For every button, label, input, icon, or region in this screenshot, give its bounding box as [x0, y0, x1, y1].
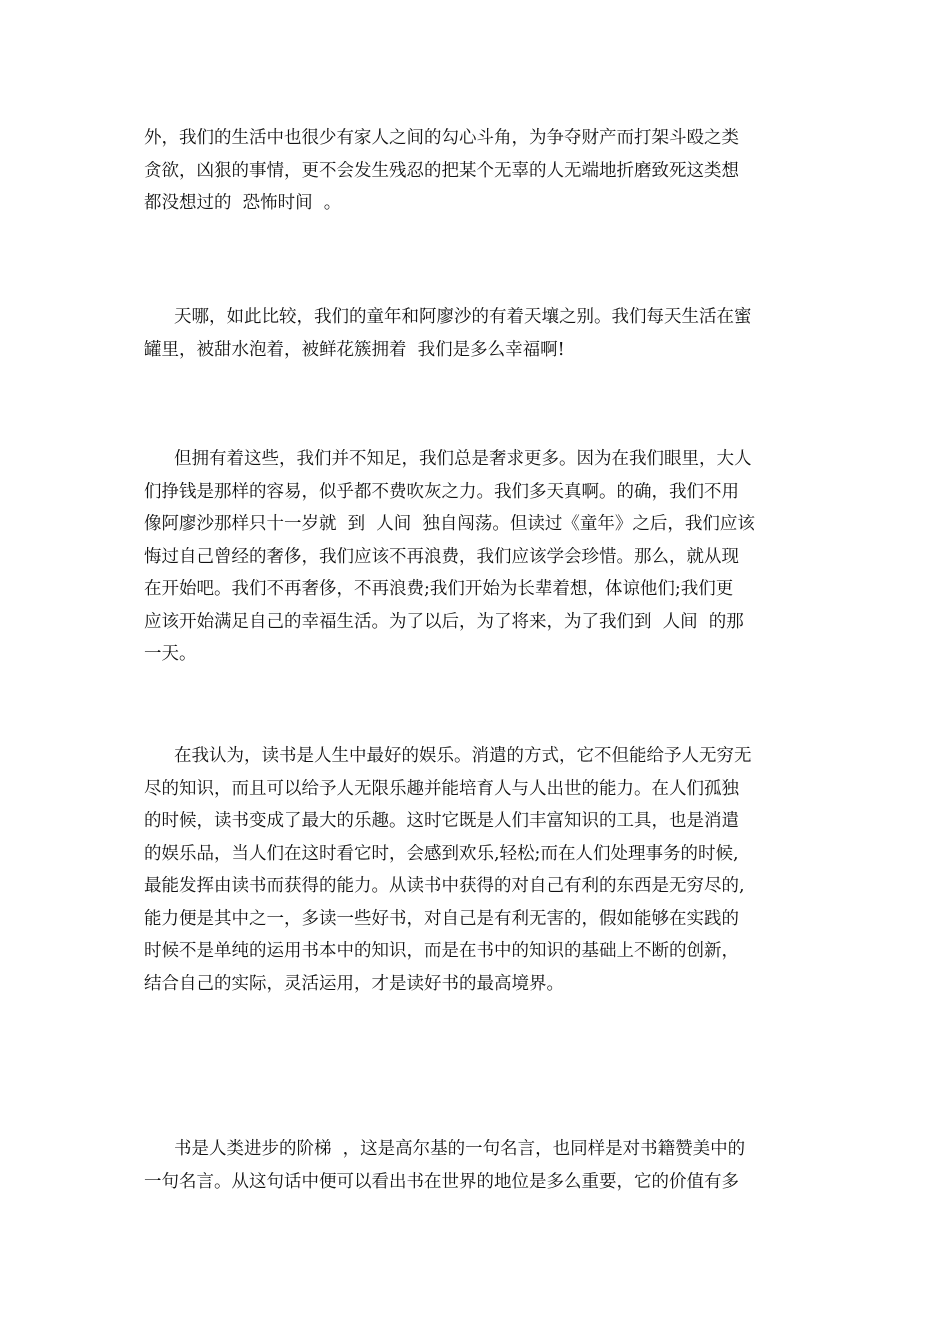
text-line: 在开始吧。我们不再奢侈，不再浪费;我们开始为长辈着想，体谅他们;我们更	[144, 579, 734, 599]
text-line: 应该开始满足自己的幸福生活。为了以后，为了将来，为了我们到 人间 的那	[144, 611, 744, 632]
paragraph-3	[144, 443, 814, 671]
text-line: 在我认为，读书是人生中最好的娱乐。消遣的方式，它不但能给予人无穷无	[174, 746, 752, 766]
text-line: 像阿廖沙那样只十一岁就 到 人间 独自闯荡。但读过《童年》之后，我们应该	[144, 514, 755, 534]
paragraph-2	[144, 301, 814, 366]
text-line: 尽的知识，而且可以给予人无限乐趣并能培育人与人出世的能力。在人们孤独	[144, 778, 739, 799]
text-line: 能力便是其中之一，多读一些好书，对自己是有利无害的，假如能够在实践的	[144, 908, 739, 929]
text-line: 书是人类进步的阶梯 ，这是高尔基的一句名言，也同样是对书籍赞美中的	[174, 1139, 746, 1159]
text-line: 外，我们的生活中也很少有家人之间的勾心斗角，为争夺财产而打架斗殴之类	[144, 128, 739, 148]
text-line: 都没想过的 恐怖时间 。	[144, 193, 342, 213]
paragraph-1	[144, 122, 814, 220]
text-line: 悔过自己曾经的奢侈，我们应该不再浪费，我们应该学会珍惜。那么，就从现	[144, 546, 739, 567]
text-line: 结合自己的实际，灵活运用，才是读好书的最高境界。	[144, 973, 564, 994]
paragraph-5	[144, 1133, 814, 1198]
text-line: 但拥有着这些，我们并不知足，我们总是奢求更多。因为在我们眼里，大人	[174, 449, 752, 469]
paragraph-4	[144, 740, 814, 1000]
text-line: 时候不是单纯的运用书本中的知识，而是在书中的知识的基础上不断的创新，	[144, 941, 739, 961]
text-line: 最能发挥由读书而获得的能力。从读书中获得的对自己有利的东西是无穷尽的,	[144, 876, 745, 896]
text-line: 罐里，被甜水泡着，被鲜花簇拥着 我们是多么幸福啊!	[144, 339, 565, 360]
text-line: 们挣钱是那样的容易，似乎都不费吹灰之力。我们多天真啊。的确，我们不用	[144, 481, 739, 502]
text-line: 一句名言。从这句话中便可以看出书在世界的地位是多么重要，它的价值有多	[144, 1171, 739, 1192]
text-line: 的时候，读书变成了最大的乐趣。这时它既是人们丰富知识的工具，也是消遣	[144, 811, 739, 831]
text-line: 的娱乐品，当人们在这时看它时，会感到欢乐,轻松;而在人们处理事务的时候,	[144, 843, 739, 864]
text-line: 贪欲，凶狠的事情，更不会发生残忍的把某个无辜的人无端地折磨致死这类想	[144, 160, 739, 181]
text-line: 一天。	[144, 644, 197, 664]
text-line: 天哪，如此比较，我们的童年和阿廖沙的有着天壤之别。我们每天生活在蜜	[174, 307, 752, 327]
